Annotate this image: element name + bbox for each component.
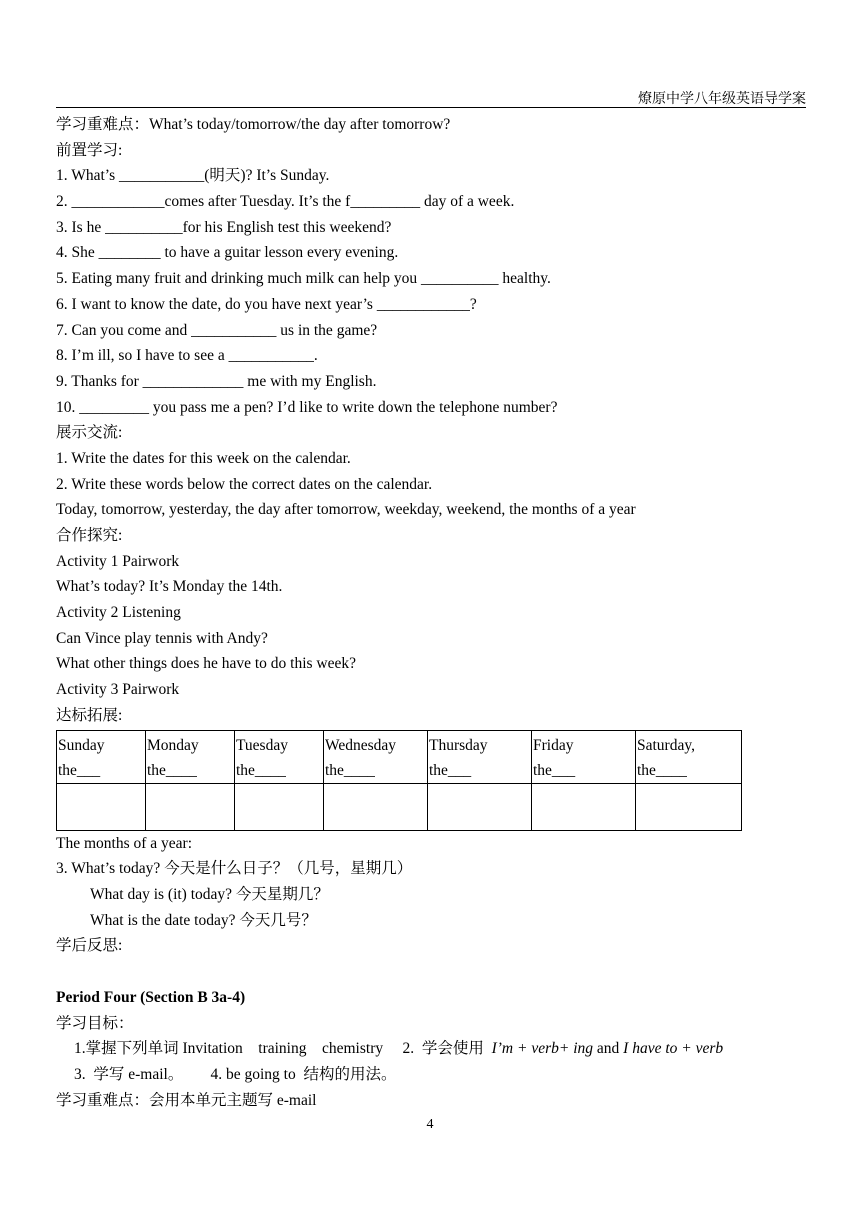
day-date-blank: the____ — [147, 761, 197, 779]
goal-pattern-2: I have to + verb — [623, 1040, 724, 1058]
goal-line-1-c: and — [593, 1040, 624, 1058]
calendar-empty-cell[interactable] — [235, 783, 324, 830]
calendar-day-cell — [235, 730, 324, 783]
day-name: Wednesday — [325, 736, 397, 754]
text-line: Today, tomorrow, yesterday, the day after tomorrow, weekday, weekend, the months of a year — [56, 501, 636, 519]
text-line: 2. Write these words below the correct dates on the calendar. — [56, 475, 433, 493]
calendar-days-row — [57, 730, 742, 783]
text-line: 3. Is he __________for his English test this weekend? — [56, 218, 392, 236]
text-line: 7. Can you come and ___________ us in the game? — [56, 321, 378, 339]
indented-line: What day is (it) today? 今天星期几？ — [90, 885, 329, 903]
day-name: Saturday, — [637, 736, 695, 754]
text-line: 5. Eating many fruit and drinking much milk can help you __________ healthy. — [56, 270, 551, 288]
text-line: Can Vince play tennis with Andy? — [56, 629, 268, 647]
document-body — [56, 112, 816, 1113]
goal-line-1-a: 1.掌握下列单词 Invitation training chemistry 2. 学会使用 — [74, 1040, 492, 1058]
text-line: 1. What’s ___________(明天)? It’s Sunday. — [56, 167, 330, 185]
calendar-empty-cell[interactable] — [532, 783, 636, 830]
day-date-blank: the____ — [325, 761, 375, 779]
calendar-blank-row — [57, 783, 742, 830]
text-line: 10. _________ you pass me a pen? I’d like to write down the telephone number? — [56, 398, 558, 416]
text-line: 达标拓展: — [56, 706, 123, 724]
calendar-table — [56, 730, 742, 831]
text-line: Activity 1 Pairwork — [56, 552, 180, 570]
day-date-blank: the___ — [58, 761, 101, 779]
text-line: 4. She ________ to have a guitar lesson every evening. — [56, 244, 399, 262]
text-line: 合作探究: — [56, 527, 123, 544]
indented-line: What is the date today? 今天几号？ — [90, 911, 317, 929]
text-line: 展示交流: — [56, 424, 123, 442]
day-name: Tuesday — [236, 736, 288, 754]
day-date-blank: the___ — [429, 761, 472, 779]
calendar-day-cell — [324, 730, 428, 783]
header-rule — [56, 107, 806, 108]
page-header: 燎原中学八年级英语导学案 — [638, 92, 806, 107]
goals-label: 学习目标： — [56, 1014, 134, 1032]
blank-space — [56, 959, 816, 985]
text-line: 6. I want to know the date, do you have next year’s ____________? — [56, 295, 477, 313]
reflection-label: 学后反思: — [56, 937, 123, 955]
text-line: The months of a year: — [56, 834, 193, 852]
goal-line-1 — [56, 1036, 816, 1062]
text-line: 1. Write the dates for this week on the calendar. — [56, 449, 351, 467]
calendar-day-cell — [636, 730, 742, 783]
calendar-day-cell — [146, 730, 235, 783]
text-line: Activity 3 Pairwork — [56, 681, 180, 699]
calendar-day-cell — [532, 730, 636, 783]
calendar-day-cell — [57, 730, 146, 783]
text-line: 3. What’s today? 今天是什么日子？（几号，星期几） — [56, 860, 413, 878]
text-line: 9. Thanks for _____________ me with my English. — [56, 372, 377, 390]
text-line: Activity 2 Listening — [56, 604, 181, 622]
text-line: What other things does he have to do this week? — [56, 655, 357, 673]
calendar-empty-cell[interactable] — [146, 783, 235, 830]
text-line: What’s today? It’s Monday the 14th. — [56, 578, 283, 596]
day-date-blank: the___ — [533, 761, 576, 779]
day-name: Monday — [147, 736, 199, 754]
goal-line-2: 3. 学写 e-mail。 4. be going to 结构的用法。 — [74, 1066, 397, 1083]
text-line: 8. I’m ill, so I have to see a ___________. — [56, 347, 318, 365]
indented-questions — [56, 882, 816, 933]
goal-pattern-1: I’m + verb+ ing — [491, 1040, 594, 1058]
day-date-blank: the____ — [236, 761, 286, 779]
calendar-empty-cell[interactable] — [324, 783, 428, 830]
day-date-blank: the____ — [637, 761, 687, 779]
after-table-section — [56, 831, 816, 882]
text-line: 2. ____________comes after Tuesday. It’s the f_________ day of a week. — [56, 193, 515, 211]
day-name: Sunday — [58, 736, 105, 754]
period-title: Period Four (Section B 3a-4) — [56, 988, 246, 1006]
day-name: Thursday — [429, 736, 488, 754]
calendar-empty-cell[interactable] — [428, 783, 532, 830]
calendar-empty-cell[interactable] — [636, 783, 742, 830]
text-line: 学习重难点：What’s today/tomorrow/the day after tomorrow? — [56, 116, 451, 133]
page-number: 4 — [426, 1117, 434, 1132]
text-line: 前置学习: — [56, 141, 123, 159]
day-name: Friday — [533, 736, 574, 754]
key-points: 学习重难点：会用本单元主题写 e-mail — [56, 1091, 317, 1109]
calendar-day-cell — [428, 730, 532, 783]
calendar-empty-cell[interactable] — [57, 783, 146, 830]
top-section — [56, 112, 816, 729]
